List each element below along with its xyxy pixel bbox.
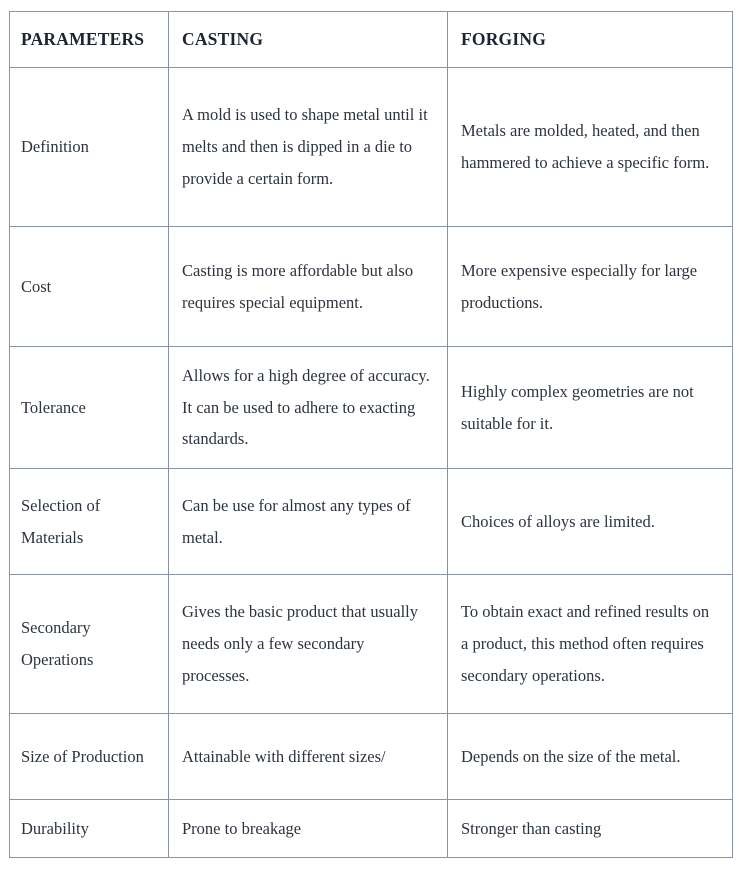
row-parameter-cell — [10, 575, 169, 714]
row-forging-cell — [448, 575, 733, 714]
row-parameter-label: Size of Production — [21, 746, 144, 766]
row-forging-cell — [448, 227, 733, 347]
table-row — [10, 714, 733, 800]
row-forging-text: More expensive especially for large productions. — [461, 260, 698, 312]
row-parameter-cell — [10, 227, 169, 347]
row-forging-text: To obtain exact and refined results on a product, this method often requires secondary operations. — [461, 602, 710, 685]
row-forging-cell — [448, 68, 733, 227]
row-forging-cell — [448, 714, 733, 800]
row-parameter-label: Secondary Operations — [21, 618, 94, 669]
row-casting-cell — [169, 347, 448, 469]
table-row — [10, 575, 733, 714]
table-row — [10, 68, 733, 227]
row-casting-cell — [169, 469, 448, 575]
row-casting-cell — [169, 714, 448, 800]
row-parameter-label: Durability — [21, 818, 89, 838]
row-parameter-cell — [10, 800, 169, 858]
table-row — [10, 347, 733, 469]
table-row — [10, 469, 733, 575]
row-casting-text: Gives the basic product that usually needs only a few secondary processes. — [182, 602, 418, 685]
row-parameter-cell — [10, 469, 169, 575]
row-casting-cell — [169, 800, 448, 858]
column-header-forging — [448, 12, 733, 68]
row-parameter-cell — [10, 347, 169, 469]
row-parameter-label: Definition — [21, 137, 89, 157]
row-casting-cell — [169, 68, 448, 227]
row-forging-cell — [448, 800, 733, 858]
row-parameter-label: Selection of Materials — [21, 495, 101, 547]
row-forging-cell — [448, 347, 733, 469]
row-forging-text: Highly complex geometries are not suitable for it. — [461, 381, 694, 433]
row-forging-text: Stronger than casting — [461, 818, 602, 838]
column-header-casting-label: CASTING — [182, 29, 264, 49]
casting-vs-forging-table — [9, 11, 733, 858]
row-forging-text: Depends on the size of the metal. — [461, 746, 681, 766]
row-parameter-cell — [10, 714, 169, 800]
column-header-forging-label: FORGING — [461, 29, 547, 49]
row-parameter-label: Tolerance — [21, 397, 86, 417]
row-casting-text: Prone to breakage — [182, 818, 302, 838]
column-header-parameters-label: PARAMETERS — [21, 29, 145, 49]
column-header-casting — [169, 12, 448, 68]
comparison-table-container — [9, 11, 732, 858]
row-casting-text: Can be use for almost any types of metal. — [182, 495, 411, 547]
row-forging-cell — [448, 469, 733, 575]
row-casting-cell — [169, 227, 448, 347]
table-row — [10, 800, 733, 858]
table-row — [10, 227, 733, 347]
table-header-row — [10, 12, 733, 68]
row-casting-text: Allows for a high degree of accuracy. It can be used to adhere to exacting standards. — [182, 365, 430, 449]
table-body — [10, 68, 733, 858]
row-casting-text: Attainable with different sizes/ — [182, 746, 386, 766]
row-casting-text: A mold is used to shape metal until it melts and then is dipped in a die to provide a certain form. — [182, 105, 428, 188]
column-header-parameters — [10, 12, 169, 68]
row-forging-text: Metals are molded, heated, and then hammered to achieve a specific form. — [461, 121, 710, 172]
row-casting-text: Casting is more affordable but also requires special equipment. — [182, 260, 414, 312]
table-header — [10, 12, 733, 68]
row-parameter-cell — [10, 68, 169, 227]
row-casting-cell — [169, 575, 448, 714]
row-forging-text: Choices of alloys are limited. — [461, 511, 655, 531]
row-parameter-label: Cost — [21, 276, 52, 296]
